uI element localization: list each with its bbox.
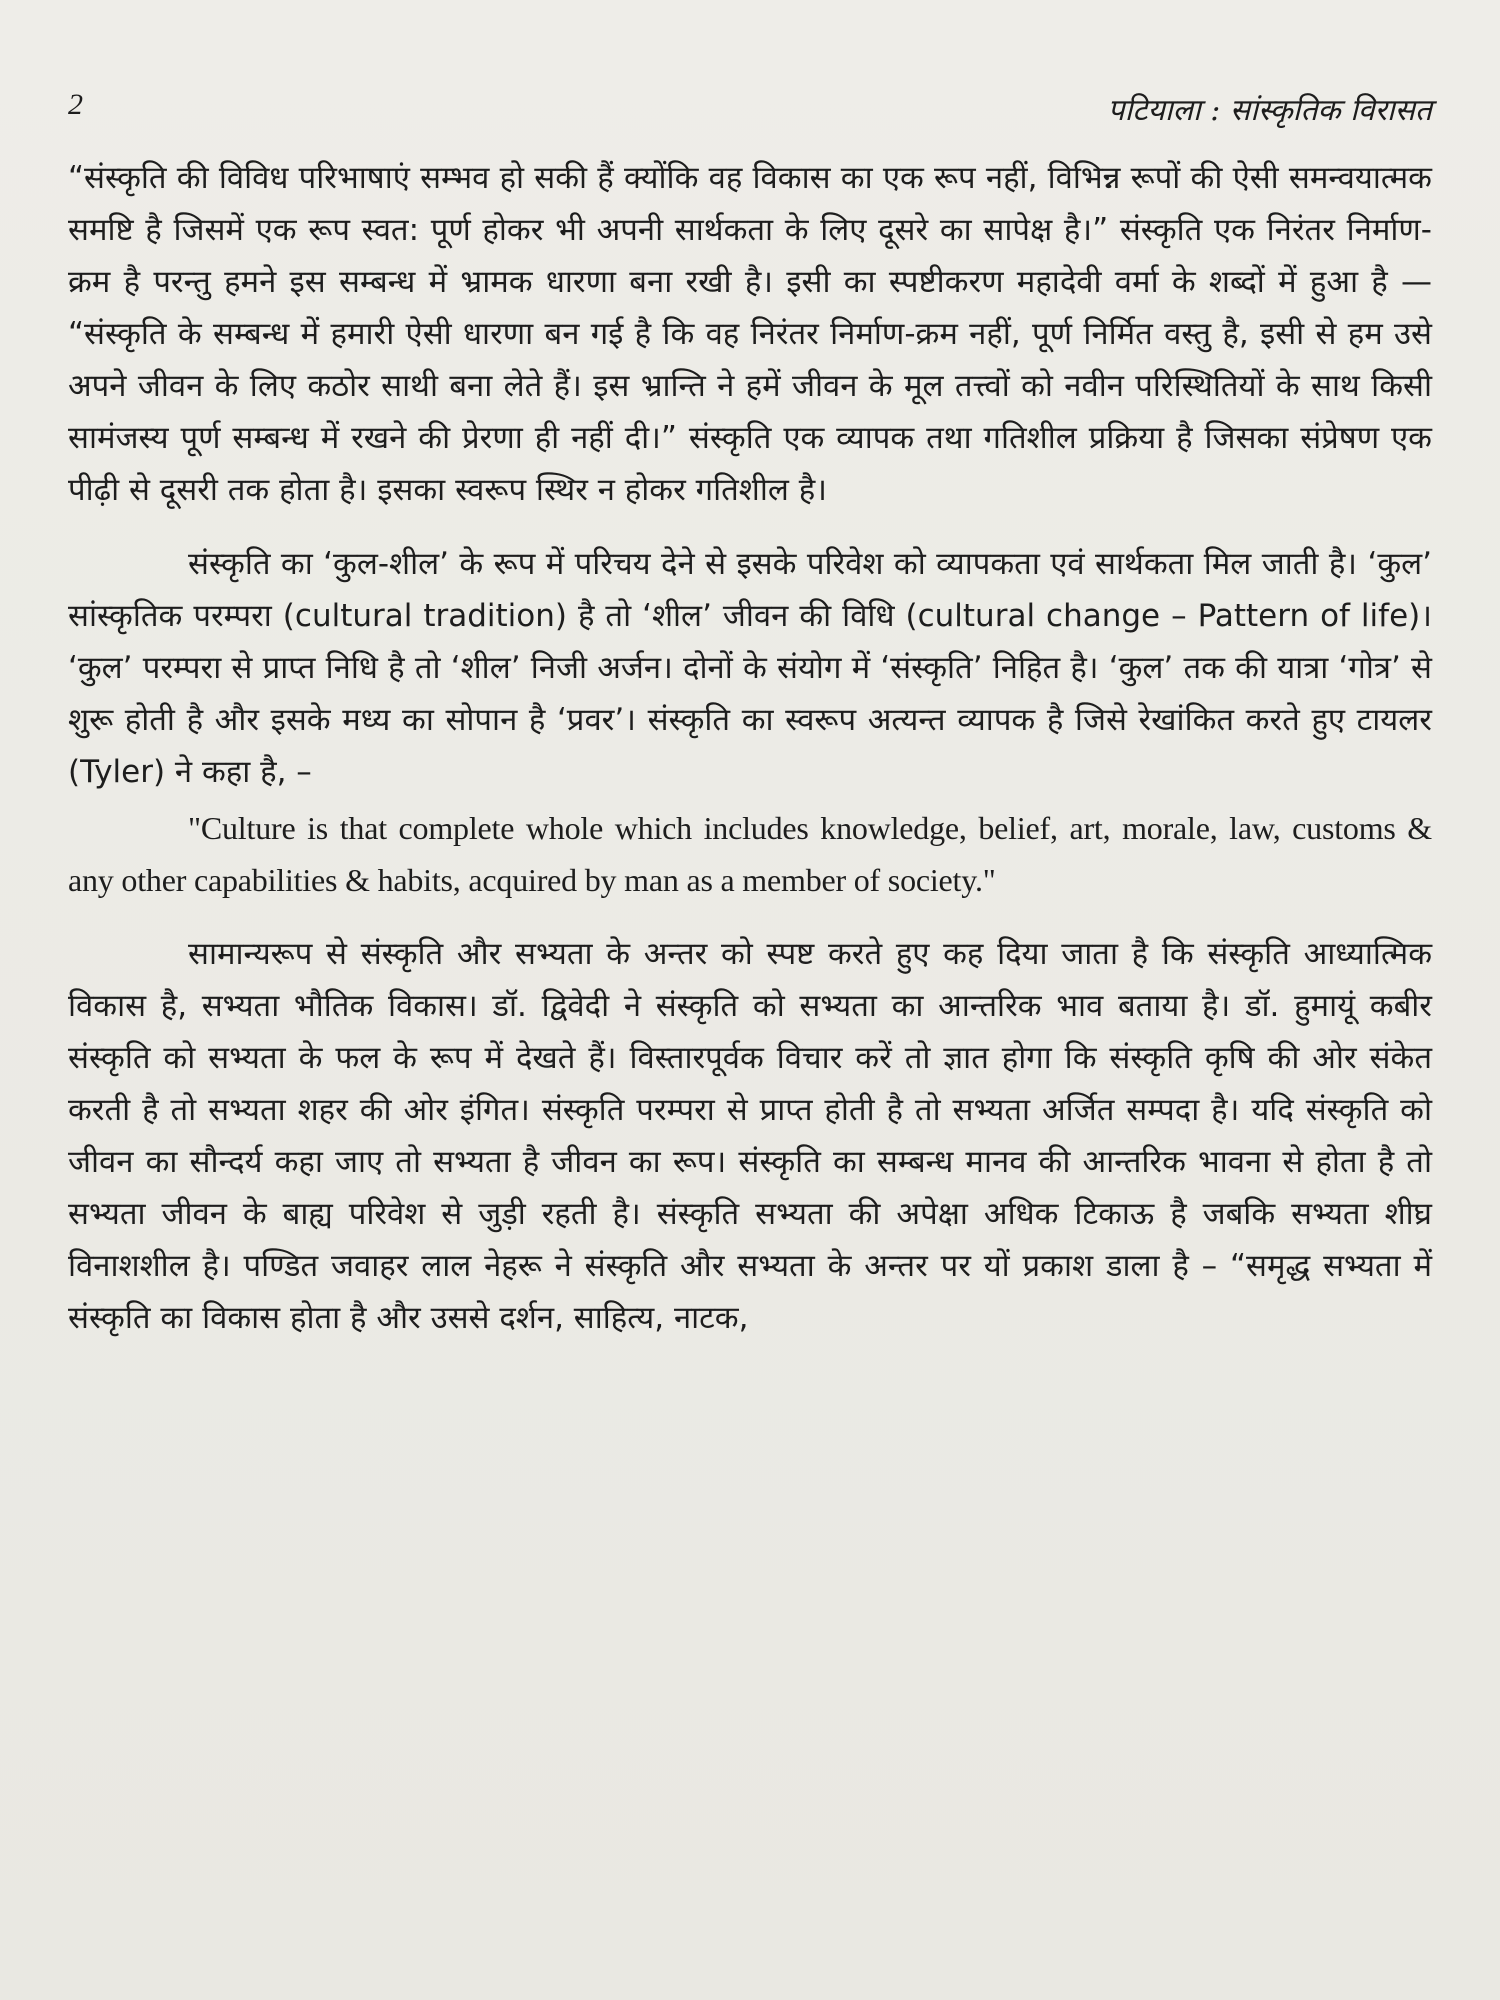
- paragraph-3: सामान्यरूप से संस्कृति और सभ्यता के अन्तर को स्पष्ट करते हुए कह दिया जाता है कि संस्कृति आध्यात्मिक विकास है, सभ्यता भौतिक विकास। डॉ. द्विवेदी ने संस्कृति को सभ्यता का आन्तरिक भाव बताया है। डॉ. हुमायूं कबीर संस्कृति को सभ्यता के फल के रूप में देखते हैं। विस्तारपूर्वक विचार करें तो ज्ञात होगा कि संस्कृति कृषि की ओर संकेत करती है तो सभ्यता शहर की ओर इंगित। संस्कृति परम्परा से प्राप्त होती है तो सभ्यता अर्जित सम्पदा है। यदि संस्कृति को जीवन का सौन्दर्य कहा जाए तो सभ्यता है जीवन का रूप। संस्कृति का सम्बन्ध मानव की आन्तरिक भावना से होता है तो सभ्यता जीवन के बाह्य परिवेश से जुड़ी रहती है। संस्कृति सभ्यता की अपेक्षा अधिक टिकाऊ है जबकि सभ्यता शीघ्र विनाशशील है। पण्डित जवाहर लाल नेहरू ने संस्कृति और सभ्यता के अन्तर पर यों प्रकाश डाला है – “समृद्ध सभ्यता में संस्कृति का विकास होता है और उससे दर्शन, साहित्य, नाटक,: [68, 936, 1432, 1336]
- running-header: [68, 88, 1432, 136]
- book-title: पटियाला : सांस्कृतिक विरासत: [1107, 93, 1432, 128]
- paragraph-1: “संस्कृति की विविध परिभाषाएं सम्भव हो सकी हैं क्योंकि वह विकास का एक रूप नहीं, विभिन्न रूपों की ऐसी समन्वयात्मक समष्टि है जिसमें एक रूप स्वत: पूर्ण होकर भी अपनी सार्थकता के लिए दूसरे का सापेक्ष है।” संस्कृति एक निरंतर निर्माण-क्रम है परन्तु हमने इस सम्बन्ध में भ्रामक धारणा बना रखी है। इसी का स्पष्टीकरण महादेवी वर्मा के शब्दों में हुआ है — “संस्कृति के सम्बन्ध में हमारी ऐसी धारणा बन गई है कि वह निरंतर निर्माण-क्रम नहीं, पूर्ण निर्मित वस्तु है, इसी से हम उसे अपने जीवन के लिए कठोर साथी बना लेते हैं। इस भ्रान्ति ने हमें जीवन के मूल तत्त्वों को नवीन परिस्थितियों के साथ किसी सामंजस्य पूर्ण सम्बन्ध में रखने की प्रेरणा ही नहीं दी।” संस्कृति एक व्यापक तथा गतिशील प्रक्रिया है जिसका संप्रेषण एक पीढ़ी से दूसरी तक होता है। इसका स्वरूप स्थिर न होकर गतिशील है।: [68, 160, 1432, 508]
- paragraph-2: संस्कृति का ‘कुल-शील’ के रूप में परिचय देने से इसके परिवेश को व्यापकता एवं सार्थकता मिल जाती है। ‘कुल’ सांस्कृतिक परम्परा (cultural tradition) है तो ‘शील’ जीवन की विधि (cultural change – Pattern of life)। ‘कुल’ परम्परा से प्राप्त निधि है तो ‘शील’ निजी अर्जन। दोनों के संयोग में ‘संस्कृति’ निहित है। ‘कुल’ तक की यात्रा ‘गोत्र’ से शुरू होती है और इसके मध्य का सोपान है ‘प्रवर’। संस्कृति का स्वरूप अत्यन्त व्यापक है जिसे रेखांकित करते हुए टायलर (Tyler) ने कहा है, –: [68, 546, 1432, 790]
- page-number: 2: [68, 88, 83, 121]
- tyler-quote: "Culture is that complete whole which includes knowledge, belief, art, morale, law, customs & any other capabilities & habits, acquired by man as a member of society.": [68, 810, 1432, 898]
- page-body: [68, 152, 1432, 1344]
